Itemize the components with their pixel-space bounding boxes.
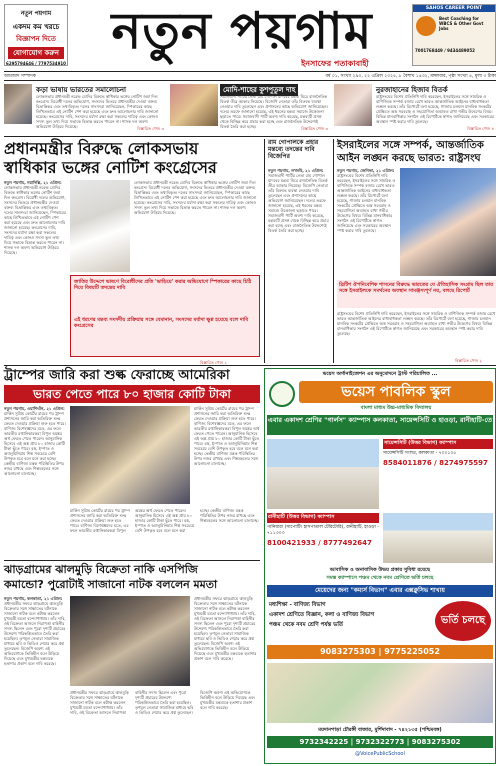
issue-line: বর্ষ ০১, সংখ্যা ২৯০, ২২ এপ্রিল ২০২৫, ৮ বৈশাখ ১৪৩২, মঙ্গলবার, পৃষ্ঠা সংখ্যা ৪, মূল্য ৩ টাকা xyxy=(325,74,496,79)
logo-icon xyxy=(416,16,436,36)
teaser[interactable] xyxy=(4,84,166,134)
story5-headline: কমান্ডো? পুরোটাই সাজানো নাটক বললেন মমতা xyxy=(4,578,218,591)
branch2-addr: পানিয়ারা (সাপোর্টিং হাসপাতাল টেরিটোরি), রানীহাটি, হাওড়া - ৭১১৩০৩ xyxy=(267,525,379,536)
dateline: নতুন পয়গাম, ওয়াশিংটন, ২১ এপ্রিল: xyxy=(4,406,65,411)
branch1 xyxy=(383,439,493,509)
story4-body xyxy=(4,406,66,556)
editor-line: আমজাদ সম্পাদক xyxy=(4,74,36,79)
story2-body xyxy=(268,168,330,363)
building-photo xyxy=(267,439,379,509)
footer-phones[interactable]: 9732342225 | 9732322773 | 9083275302 xyxy=(267,736,493,748)
teaser-photo xyxy=(4,84,32,124)
ad-brand: নতুন পয়গাম xyxy=(20,10,52,17)
main-phone[interactable]: 9083275303 | 9775225052 xyxy=(267,645,493,659)
story5-headline: ঝাড়গ্রামের ঝালমুড়ি বিক্রেতা নাকি এসপিজি xyxy=(4,563,198,576)
course-item: পঞ্চম থেকে নবম শ্রেণি পর্যন্ত ভর্তি xyxy=(269,622,344,628)
body-text: প্রধানমন্ত্রীর সফরে ঝাড়গ্রামে ঝালমুড়ি বিক্রেতার সঙ্গে সাক্ষাতের ঘটনাকে সাজানো নাটক বলে কটাক্ষ করলেন মুখ্যমন্ত্রী মমতা বন্দ্যোপাধ্যায়। তাঁর দাবি, ওই বিক্রেতা আসলে নিরাপত্তা বাহিনীর সদস্য ছিলেন এবং পুরো দৃশ্যটি প্রচারের উদ্দেশ্যে পরিকল্পিতভাবে তৈরি করা হয়েছিল। তৃণমূল নেতারা সামাজিক মাধ্যমে ছবি ও ভিডিও শেয়ার করে প্রশ্ন তুলেছেন। বিজেপি অবশ্য এই অভিযোগকে ভিত্তিহীন বলে উড়িয়ে দিয়েছে এবং মুখ্যমন্ত্রীর মন্তব্যকে হতাশার প্রকাশ বলে দাবি করেছে। xyxy=(4,601,66,666)
teaser-more[interactable]: বিস্তারিত পেজ ৩ xyxy=(301,126,328,131)
school-name: ভয়েস পাবলিক স্কুল xyxy=(299,381,493,403)
story1-photo xyxy=(70,180,130,272)
fees-line: সমস্ত ক্যাম্পাসে পঞ্চম থেকে নবম শ্রেণিতে ভর্তি চলছে xyxy=(326,575,434,581)
body-text: মার্কিন সুপ্রিম কোর্টের রায়ের পর ট্রাম্প প্রশাসনের জারি করা অতিরিক্ত শুল্ক ফেরত দেওয়ার প্রক্রিয়া শুরু হতে পারে। বাণিজ্য বিশেষজ্ঞদের মতে, এর ফলে ভারতীয় রপ্তানিকারকরা বিপুল অঙ্কের অর্থ ফেরত পেতে পারেন। আনুমানিক হিসেবে এই অঙ্ক প্রায় ৮০ হাজার কোটি টাকা ছুঁতে পারে। বস্ত্র, ইস্পাত ও অ্যালুমিনিয়াম শিল্প সবচেয়ে বেশি উপকৃত হবে বলে মনে করা হচ্ছে। কেন্দ্রীয় বাণিজ্য মন্ত্রক পরিস্থিতির উপর নজর রাখছে এবং শিল্পমহলের সঙ্গে আলোচনা চালাচ্ছে। xyxy=(4,411,66,476)
footer-addr: ময়দানপাড়া চৌরঙ্গী বাজার, মুর্শিদাবাদ - ৭৪২১৩৫ (পশ্চিমবঙ্গ) xyxy=(318,727,442,733)
ad-line: যোগাযোগ করুন xyxy=(8,47,64,59)
ad-line: একদম কম খরচে xyxy=(12,23,60,31)
teaser-more[interactable]: বিস্তারিত পেজ ৪ xyxy=(467,126,494,131)
body-text: রাষ্ট্রসংঘের বিশেষ প্রতিনিধি দাবি করেছেন, ইসরাইলের সঙ্গে সামরিক ও বাণিজ্যিক সম্পর্ক বজায় রেখে ভারত আন্তর্জাতিক আইনের বাধ্যবাধকতা লঙ্ঘন করছে। তাঁর রিপোর্টে বলা হয়েছে, গাজায় চলমান মানবিক সংকটের প্রেক্ষিতে অস্ত্র সরবরাহ ও সহযোগিতা অব্যাহত রাখা গভীর উদ্বেগের বিষয়। বিভিন্ন মানবাধিকার সংগঠন এই রিপোর্টকে স্বাগত জানিয়েছে এবং সরকারের অবস্থান স্পষ্ট করার দাবি তুলেছে। xyxy=(337,173,396,233)
teaser-text: লোকসভায় প্রধানমন্ত্রী নরেন্দ্র মোদির বিরুদ্ধে স্বাধিকার ভঙ্গের নোটিশ জমা দিল কংগ্রেস। বিরোধী দলের অভিযোগ, সংসদের ভিতরে প্রধানমন্ত্রীর দেওয়া বক্তব্য বিভ্রান্তিকর এবং তথ্যবিকৃত। দলের সাংসদরা জানিয়েছেন, স্পিকারের কাছে লিখিতভাবে এই নোটিশ পেশ করা হয়েছে এবং দ্রুত আলোচনার দাবি জানানো হয়েছে। কংগ্রেসের দাবি, সংসদের মর্যাদা রক্ষা করা সকলের দায়িত্ব এবং কোনও সদস্য ভুল তথ্য দিয়ে সভাকে বিভ্রান্ত করতে পারেন না। শাসক দল অবশ্য অভিযোগ উড়িয়ে দিয়েছে। xyxy=(36,94,159,129)
ad-line: Best Coaching for WBCS & Other Govt Jobs xyxy=(439,16,484,31)
masthead-title: নতুন পয়গাম xyxy=(111,2,373,60)
story1-body-2: লোকসভায় প্রধানমন্ত্রী নরেন্দ্র মোদির বিরুদ্ধে স্বাধিকার ভঙ্গের নোটিশ জমা দিল কংগ্রেস। বিরোধী দলের অভিযোগ, সংসদের ভিতরে প্রধানমন্ত্রীর দেওয়া বক্তব্য বিভ্রান্তিকর এবং তথ্যবিকৃত। দলের সাংসদরা জানিয়েছেন, স্পিকারের কাছে লিখিতভাবে এই নোটিশ পেশ করা হয়েছে এবং দ্রুত আলোচনার দাবি জানানো হয়েছে। কংগ্রেসের দাবি, সংসদের মর্যাদা রক্ষা করা সকলের দায়িত্ব এবং কোনও সদস্য ভুল তথ্য দিয়ে সভাকে বিভ্রান্ত করতে পারেন না। শাসক দল অবশ্য অভিযোগ উড়িয়ে দিয়েছে। xyxy=(134,180,257,215)
teaser-headline: নুরজাহানের হিজাব বিতর্ক xyxy=(376,86,448,94)
story3-photo xyxy=(400,168,496,276)
branch2-phone[interactable]: 8100421933 / 8777492647 xyxy=(267,539,372,547)
story3-more[interactable]: বিস্তারিত পেজ ২ xyxy=(455,358,482,363)
branch2 xyxy=(267,513,379,563)
dateline: নতুন পয়গাম, জেনিভা, ২১ এপ্রিল: xyxy=(337,168,395,173)
branch1-addr: সায়েন্সসিটি সংলগ্ন, কলকাতা - ৭০০১০৫ xyxy=(383,451,457,456)
ad-top-line: ভয়েস অর্গানাইজেশন এর অনুমোদনে ট্রাস্ট পরিচালিত ... xyxy=(322,371,438,377)
teaser-photo xyxy=(334,84,372,126)
students-photo xyxy=(267,663,493,723)
social-handle[interactable]: @VoicePublicSchool xyxy=(355,751,405,757)
story5-photo xyxy=(70,596,190,686)
admission-badge[interactable]: ভর্তি চলছে xyxy=(435,601,491,641)
branch1-phone[interactable]: 8584011876 / 8274975597 xyxy=(383,459,488,467)
story1-headline: প্রধানমন্ত্রীর বিরুদ্ধে লোকসভায় xyxy=(4,139,199,158)
teaser-headline: কড়া ভাষায় ভারতের সমালোচনা xyxy=(36,86,127,94)
story4-headline: ট্রাম্পের জারি করা শুল্ক ফেরাচ্ছে আমেরিকা xyxy=(4,368,230,383)
top-left-ad xyxy=(4,4,68,66)
ad-phone: 7001768449 / 9434489052 xyxy=(415,48,475,53)
story3-headline: ইসরাইলের সঙ্গে সম্পর্ক, আন্তর্জাতিক xyxy=(337,140,484,151)
masthead-subtitle: ইনসাফের পতাকাবাহী xyxy=(301,59,369,68)
story1-callout xyxy=(70,275,260,357)
teaser-headline: মোদি-শাহের কুশপুতুল দাহ xyxy=(220,84,298,96)
ad-line: বিজ্ঞাপন দিতে xyxy=(16,35,56,43)
course-item: একাদশ শ্রেণিতে বিজ্ঞান, কলা ও বাণিজ্য বিভাগ xyxy=(269,612,375,618)
body-text: সমাজবাদী পার্টির নেতা রাম গোপাল যাদবের মন্তব্য ঘিরে রাজনৈতিক বিতর্ক তীব্র আকার নিয়েছে। বিজেপি নেতারা তাঁর বিরুদ্ধে ব্যবস্থা নেওয়ার দাবি তুলেছেন এবং প্রশাসনের কাছে অভিযোগ জানিয়েছেন। দলের তরফে জানানো হয়েছে, এই ধরনের মন্তব্য সমাজে উত্তেজনা ছড়াতে পারে। সমাজবাদী পার্টি অবশ্য দাবি করেছে, মন্তব্যটি প্রসঙ্গ থেকে বিচ্ছিন্ন করে প্রচার করা হচ্ছে এবং রাজনৈতিক উদ্দেশ্যেই বিতর্ক তৈরি করা হচ্ছে। xyxy=(268,173,329,233)
story1-body xyxy=(4,180,66,365)
story4-body-3: মার্কিন সুপ্রিম কোর্টের রায়ের পর ট্রাম্প প্রশাসনের জারি করা অতিরিক্ত শুল্ক ফেরত দেওয়ার প্রক্রিয়া শুরু হতে পারে। বাণিজ্য বিশেষজ্ঞদের মতে, এর ফলে ভারতীয় রপ্তানিকারকরা বিপুল অঙ্কের অর্থ ফেরত পেতে পারেন। আনুমানিক হিসেবে এই অঙ্ক প্রায় ৮০ হাজার কোটি টাকা ছুঁতে পারে। বস্ত্র, ইস্পাত ও অ্যালুমিনিয়াম শিল্প সবচেয়ে বেশি উপকৃত হবে বলে মনে করা হচ্ছে। কেন্দ্রীয় বাণিজ্য মন্ত্রক পরিস্থিতির উপর নজর রাখছে এবং শিল্পমহলের সঙ্গে আলোচনা চালাচ্ছে। xyxy=(70,508,259,533)
story2-headline: রাম গোপালকে প্রহার মন্তব্যে তদন্তের দাবি বিজেপির xyxy=(268,139,319,160)
story5-body xyxy=(4,596,66,762)
teaser-more[interactable]: বিস্তারিত পেজ ৩ xyxy=(137,126,164,131)
top-right-ad xyxy=(412,4,496,66)
story3-body xyxy=(337,168,397,278)
branch2-title: রানীহাটি (উত্তর বিভাগ) ক্যাম্পাস xyxy=(267,513,379,523)
bullet-1: জাতির উদ্দেশে ভাষণে বিরোধীদের প্রতি 'ভাড়িয়ে' করার অভিযোগে স্পিকারের কাছে চিঠি দিয়ে বিষয়টি তদন্তের দাবি xyxy=(74,279,252,291)
teaser[interactable] xyxy=(170,84,330,134)
story1-headline: স্বাধিকার ভঙ্গের নোটিশ কংগ্রেসের xyxy=(4,158,217,177)
ad-phone: 6295794646 / 7797534910 xyxy=(6,61,66,66)
story3-headline: আইন লঙ্ঘন করছে ভারত: রাষ্ট্রসংঘ xyxy=(337,153,481,164)
hostel-line: আবাসিক ও অনাবাসিক উভয় প্রকার সুবিধা রয়েছে xyxy=(329,567,431,573)
course-item: মধ্যশিক্ষা - বাণিজ্য বিভাগ xyxy=(269,602,326,608)
course-list xyxy=(269,601,429,631)
teaser[interactable] xyxy=(334,84,496,134)
story1-more[interactable]: বিস্তারিত পেজ ২ xyxy=(200,360,227,365)
story3-callout: ব্রিটিশ ঔপনিবেশিক শাসনের বিরুদ্ধে ভারতের যে ঐতিহাসিক সংগ্রাম ছিল তার সঙ্গে ইসরাইলকে সমর্থনের অবস্থান সামঞ্জস্যপূর্ণ নয়, বলছে রিপোর্ট xyxy=(337,280,496,308)
branch1-title: সায়েন্সসিটি (উত্তর বিভাগ) ক্যাম্পাস xyxy=(383,439,493,449)
story5-body-3: প্রধানমন্ত্রীর সফরে ঝাড়গ্রামে ঝালমুড়ি বিক্রেতার সঙ্গে সাক্ষাতের ঘটনাকে সাজানো নাটক বলে কটাক্ষ করলেন মুখ্যমন্ত্রী মমতা বন্দ্যোপাধ্যায়। তাঁর দাবি, ওই বিক্রেতা আসলে নিরাপত্তা বাহিনীর সদস্য ছিলেন এবং পুরো দৃশ্যটি প্রচারের উদ্দেশ্যে পরিকল্পিতভাবে তৈরি করা হয়েছিল। তৃণমূল নেতারা সামাজিক মাধ্যমে ছবি ও ভিডিও শেয়ার করে প্রশ্ন তুলেছেন। বিজেপি অবশ্য এই অভিযোগকে ভিত্তিহীন বলে উড়িয়ে দিয়েছে এবং মুখ্যমন্ত্রীর মন্তব্যকে হতাশার প্রকাশ বলে দাবি করেছে। xyxy=(194,596,257,661)
story5-body-2: প্রধানমন্ত্রীর সফরে ঝাড়গ্রামে ঝালমুড়ি বিক্রেতার সঙ্গে সাক্ষাতের ঘটনাকে সাজানো নাটক বলে কটাক্ষ করলেন মুখ্যমন্ত্রী মমতা বন্দ্যোপাধ্যায়। তাঁর দাবি, ওই বিক্রেতা আসলে নিরাপত্তা বাহিনীর সদস্য ছিলেন এবং পুরো দৃশ্যটি প্রচারের উদ্দেশ্যে পরিকল্পিতভাবে তৈরি করা হয়েছিল। তৃণমূল নেতারা সামাজিক মাধ্যমে ছবি ও ভিডিও শেয়ার করে প্রশ্ন তুলেছেন। বিজেপি অবশ্য এই অভিযোগকে ভিত্তিহীন বলে উড়িয়ে দিয়েছে এবং মুখ্যমন্ত্রীর মন্তব্যকে হতাশার প্রকাশ বলে দাবি করেছে। xyxy=(70,690,255,715)
dateline: নতুন পয়গাম, কলকাতা, ২১ এপ্রিল: xyxy=(4,596,63,601)
teaser-text: সমাজবাদী পার্টির নেতা রাম গোপাল যাদবের মন্তব্য ঘিরে রাজনৈতিক বিতর্ক তীব্র আকার নিয়েছে। বিজেপি নেতারা তাঁর বিরুদ্ধে ব্যবস্থা নেওয়ার দাবি তুলেছেন এবং প্রশাসনের কাছে অভিযোগ জানিয়েছেন। দলের তরফে জানানো হয়েছে, এই ধরনের মন্তব্য সমাজে উত্তেজনা ছড়াতে পারে। সমাজবাদী পার্টি অবশ্য দাবি করেছে, মন্তব্যটি প্রসঙ্গ থেকে বিচ্ছিন্ন করে প্রচার করা হচ্ছে এবং রাজনৈতিক উদ্দেশ্যেই বিতর্ক তৈরি করা হচ্ছে। xyxy=(220,94,328,129)
bullet-2: এই ধরণের মন্তব্য সংসদীয় প্রক্রিয়ার সঙ্গে বেমানান, সংসদের মর্যাদা ক্ষুণ্ণ হয়েছে বলে দাবি কংগ্রেসের xyxy=(74,317,249,329)
story3-body-2: রাষ্ট্রসংঘের বিশেষ প্রতিনিধি দাবি করেছেন, ইসরাইলের সঙ্গে সামরিক ও বাণিজ্যিক সম্পর্ক বজায় রেখে ভারত আন্তর্জাতিক আইনের বাধ্যবাধকতা লঙ্ঘন করছে। তাঁর রিপোর্টে বলা হয়েছে, গাজায় চলমান মানবিক সংকটের প্রেক্ষিতে অস্ত্র সরবরাহ ও সহযোগিতা অব্যাহত রাখা গভীর উদ্বেগের বিষয়। বিভিন্ন মানবাধিকার সংগঠন এই রিপোর্টকে স্বাগত জানিয়েছে এবং সরকারের অবস্থান স্পষ্ট করার দাবি তুলেছে। xyxy=(337,311,496,336)
teaser-photo xyxy=(170,84,218,126)
building-photo-2 xyxy=(383,513,493,563)
ad-title: SAHOS CAREER POINT xyxy=(413,5,495,12)
school-ad[interactable] xyxy=(264,368,496,764)
body-text: লোকসভায় প্রধানমন্ত্রী নরেন্দ্র মোদির বিরুদ্ধে স্বাধিকার ভঙ্গের নোটিশ জমা দিল কংগ্রেস। বিরোধী দলের অভিযোগ, সংসদের ভিতরে প্রধানমন্ত্রীর দেওয়া বক্তব্য বিভ্রান্তিকর এবং তথ্যবিকৃত। দলের সাংসদরা জানিয়েছেন, স্পিকারের কাছে লিখিতভাবে এই নোটিশ পেশ করা হয়েছে এবং দ্রুত আলোচনার দাবি জানানো হয়েছে। কংগ্রেসের দাবি, সংসদের মর্যাদা রক্ষা করা সকলের দায়িত্ব এবং কোনও সদস্য ভুল তথ্য দিয়ে সভাকে বিভ্রান্ত করতে পারেন না। শাসক দল অবশ্য অভিযোগ উড়িয়ে দিয়েছে। xyxy=(4,185,66,255)
girls-banner: মেয়েদের জন্য "কমার্স বিভাগ" এবার এক্সক্লুসিভ শাখায় xyxy=(267,585,493,597)
teaser-text: রাষ্ট্রসংঘের বিশেষ প্রতিনিধি দাবি করেছেন, ইসরাইলের সঙ্গে সামরিক ও বাণিজ্যিক সম্পর্ক বজায় রেখে ভারত আন্তর্জাতিক আইনের বাধ্যবাধকতা লঙ্ঘন করছে। তাঁর রিপোর্টে বলা হয়েছে, গাজায় চলমান মানবিক সংকটের প্রেক্ষিতে অস্ত্র সরবরাহ ও সহযোগিতা অব্যাহত রাখা গভীর উদ্বেগের বিষয়। বিভিন্ন মানবাধিকার সংগঠন এই রিপোর্টকে স্বাগত জানিয়েছে এবং সরকারের অবস্থান স্পষ্ট করার দাবি তুলেছে। xyxy=(376,94,494,124)
story4-headline: ভারত পেতে পারে ৮০ হাজার কোটি টাকা xyxy=(4,385,260,403)
affiliation: বাংলা মাধ্যম উচ্চ-মাধ্যমিক বিদ্যালয় xyxy=(360,405,432,411)
school-logo-icon xyxy=(269,381,295,407)
campus-banner: এবার একাদশ শ্রেণির "গার্লস" ক্যাম্পাস কলকাতা, সায়েন্সসিটি ও হাওড়া, রানীহাটি-তে xyxy=(267,415,493,435)
story4-photo xyxy=(70,406,190,504)
story4-body-2: মার্কিন সুপ্রিম কোর্টের রায়ের পর ট্রাম্প প্রশাসনের জারি করা অতিরিক্ত শুল্ক ফেরত দেওয়ার প্রক্রিয়া শুরু হতে পারে। বাণিজ্য বিশেষজ্ঞদের মতে, এর ফলে ভারতীয় রপ্তানিকারকরা বিপুল অঙ্কের অর্থ ফেরত পেতে পারেন। আনুমানিক হিসেবে এই অঙ্ক প্রায় ৮০ হাজার কোটি টাকা ছুঁতে পারে। বস্ত্র, ইস্পাত ও অ্যালুমিনিয়াম শিল্প সবচেয়ে বেশি উপকৃত হবে বলে মনে করা হচ্ছে। কেন্দ্রীয় বাণিজ্য মন্ত্রক পরিস্থিতির উপর নজর রাখছে এবং শিল্পমহলের সঙ্গে আলোচনা চালাচ্ছে। xyxy=(194,406,260,466)
dateline: নতুন পয়গাম, লখনউ, ২১ এপ্রিল: xyxy=(268,168,324,173)
dateline: নতুন পয়গাম, নয়াদিল্লি, ২১ এপ্রিল: xyxy=(4,180,62,185)
